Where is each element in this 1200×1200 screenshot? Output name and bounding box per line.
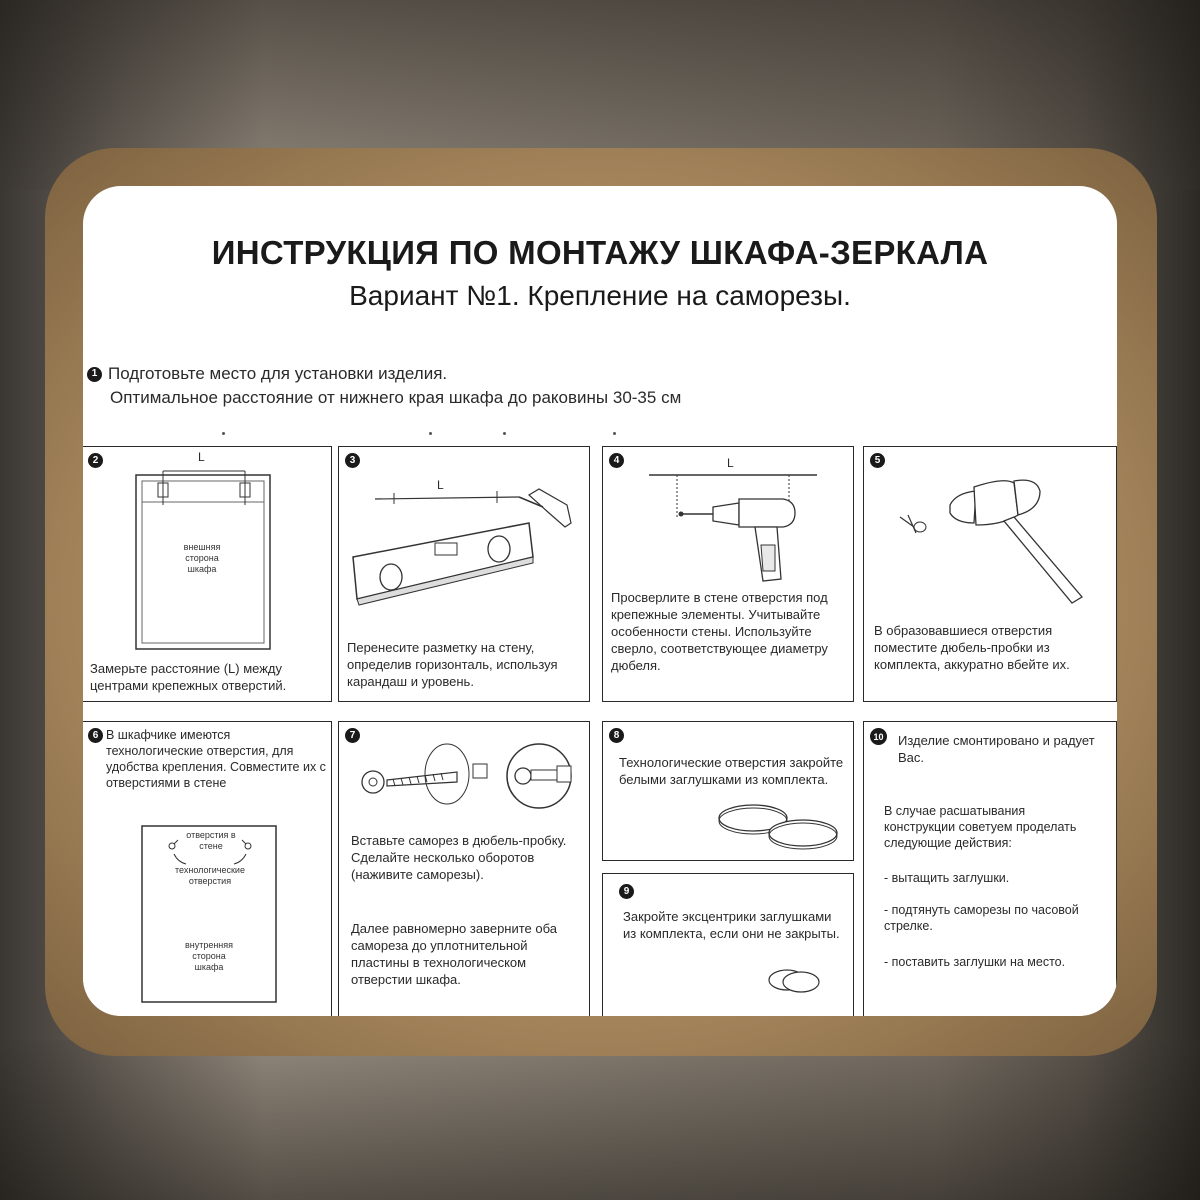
decorative-dot (613, 432, 616, 435)
step-number-badge: 10 (870, 728, 887, 745)
wall-holes-label: отверстия в стене (186, 830, 236, 851)
step-8-text: Технологические отверстия закройте белыми заглушками из комплекта. (619, 755, 844, 787)
step-10-bullet: - подтянуть саморезы по часовой стрелке. (884, 903, 1079, 933)
step-3-panel (338, 446, 590, 702)
step-5-panel (863, 446, 1117, 702)
step-number-badge: 2 (88, 453, 103, 468)
dimension-label: L (727, 456, 734, 470)
tech-holes-label: технологические отверстия (175, 865, 245, 886)
step-9-text: Закройте эксцентрики заглушками из комплекта, если они не закрыты. (623, 909, 840, 941)
step-2-panel (83, 446, 332, 702)
step-number-badge: 9 (619, 884, 634, 899)
step-6-panel (83, 721, 332, 1016)
step-number-badge: 6 (88, 728, 103, 743)
background-bottom-shade (0, 1040, 1200, 1200)
step-number-badge: 7 (345, 728, 360, 743)
step-number-badge: 8 (609, 728, 624, 743)
cabinet-side-label: внутренняя сторона шкафа (184, 940, 234, 972)
step-7-panel (338, 721, 590, 1016)
step-9-panel (602, 873, 854, 1016)
dimension-label: L (437, 478, 444, 492)
decorative-dot (429, 432, 432, 435)
page-subtitle: Вариант №1. Крепление на саморезы. (349, 280, 851, 311)
step-7-text-a: Вставьте саморез в дюбель-пробку. Сделайте несколько оборотов (наживите саморезы). (351, 833, 567, 882)
step-number-badge: 3 (345, 453, 360, 468)
step-10-bullet: - вытащить заглушки. (884, 871, 1010, 885)
step-10-text-b: В случае расшатывания конструкции советуем проделать следующие действия: (884, 804, 1077, 850)
step-8-panel (602, 721, 854, 861)
step-10-text-a: Изделие смонтировано и радует Вас. (898, 733, 1095, 765)
page-title: ИНСТРУКЦИЯ ПО МОНТАЖУ ШКАФА-ЗЕРКАЛА (211, 234, 989, 271)
step-4-panel (602, 446, 854, 702)
step-4-text: Просверлите в стене отверстия под крепежные элементы. Учитывайте особенности стены. Используйте сверло, соответствующее диаметру дюбеля. (611, 590, 828, 673)
step-number-badge: 4 (609, 453, 624, 468)
caps-illustration (603, 722, 853, 860)
eccentric-caps-illustration (603, 874, 853, 1016)
step-7-text-b: Далее равномерно заверните оба самореза до уплотнительной пластины в технологическом отверстии шкафа. (351, 921, 557, 987)
step-number-badge: 1 (87, 367, 102, 382)
step-1-line2: Оптимальное расстояние от нижнего края шкафа до раковины 30-35 см (110, 388, 682, 407)
step-2-text: Замерьте расстояние (L) между центрами крепежных отверстий. (90, 661, 287, 693)
step-6-text: В шкафчике имеются технологические отверстия, для удобства крепления. Совместите их с отверстиями в стене (106, 728, 326, 790)
step-5-text: В образовавшиеся отверстия поместите дюбель-пробки из комплекта, аккуратно вбейте их. (874, 623, 1070, 672)
step-number-badge: 5 (870, 453, 885, 468)
step-10-bullet: - поставить заглушки на место. (884, 955, 1066, 969)
cabinet-side-label: внешняя сторона шкафа (183, 542, 221, 574)
step-3-text: Перенесите разметку на стену, определив горизонталь, используя карандаш и уровень. (347, 640, 558, 689)
step-1-line1: Подготовьте место для установки изделия. (108, 364, 448, 383)
decorative-dot (222, 432, 225, 435)
instruction-sheet (83, 186, 1117, 1016)
dimension-label: L (198, 450, 205, 464)
step-1 (87, 362, 681, 410)
decorative-dot (503, 432, 506, 435)
step-10-panel (863, 721, 1117, 1016)
